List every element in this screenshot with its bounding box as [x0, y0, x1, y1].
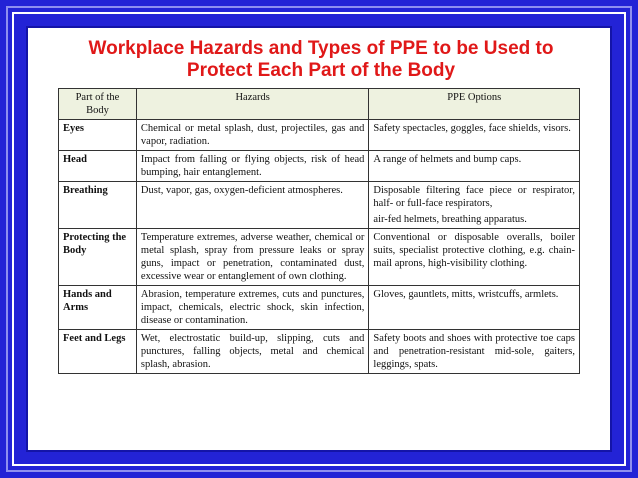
table-row — [59, 151, 580, 182]
cell-part: Breathing — [59, 182, 137, 229]
table-row — [59, 286, 580, 330]
slide-title — [28, 38, 614, 82]
cell-ppe: Safety boots and shoes with protective toe caps and penetration-resistant mid-sole, gaiters, leggings, spats. — [369, 330, 580, 374]
cell-part: Hands and Arms — [59, 286, 137, 330]
slide-content — [26, 26, 612, 452]
ppe-text: Disposable filtering face piece or respirator, half- or full-face respirators, — [373, 185, 575, 209]
cell-hazards: Temperature extremes, adverse weather, chemical or metal splash, spray from pressure leaks or spray guns, impact or penetration, contaminated dust, excessive wear or entanglement of own clothing. — [136, 229, 369, 286]
header-part: Part of the Body — [59, 89, 137, 120]
header-ppe: PPE Options — [369, 89, 580, 120]
cell-part: Eyes — [59, 120, 137, 151]
cell-ppe: Gloves, gauntlets, mitts, wristcuffs, armlets. — [369, 286, 580, 330]
cell-part: Protecting the Body — [59, 229, 137, 286]
cell-hazards: Impact from falling or flying objects, risk of head bumping, hair entanglement. — [136, 151, 369, 182]
cell-ppe: Safety spectacles, goggles, face shields, visors. — [369, 120, 580, 151]
cell-hazards: Abrasion, temperature extremes, cuts and punctures, impact, chemicals, electric shock, skin infection, disease or contamination. — [136, 286, 369, 330]
header-hazards: Hazards — [136, 89, 369, 120]
table-row — [59, 182, 580, 229]
cell-hazards: Dust, vapor, gas, oxygen-deficient atmospheres. — [136, 182, 369, 229]
cell-part: Head — [59, 151, 137, 182]
cell-hazards: Chemical or metal splash, dust, projectiles, gas and vapor, radiation. — [136, 120, 369, 151]
cell-ppe — [369, 182, 580, 229]
table-row — [59, 120, 580, 151]
table-row — [59, 229, 580, 286]
cell-ppe: Conventional or disposable overalls, boiler suits, specialist protective clothing, e.g. chain-mail aprons, high-visibility clothing. — [369, 229, 580, 286]
cell-ppe: A range of helmets and bump caps. — [369, 151, 580, 182]
title-line-2: Protect Each Part of the Body — [186, 60, 456, 81]
table-header-row — [59, 89, 580, 120]
ppe-table — [58, 88, 580, 374]
ppe-text-extra: air-fed helmets, breathing apparatus. — [373, 214, 527, 225]
cell-part: Feet and Legs — [59, 330, 137, 374]
table-row — [59, 330, 580, 374]
title-line-1: Workplace Hazards and Types of PPE to be Used to — [88, 38, 554, 59]
cell-hazards: Wet, electrostatic build-up, slipping, cuts and punctures, falling objects, metal and chemical splash, abrasion. — [136, 330, 369, 374]
